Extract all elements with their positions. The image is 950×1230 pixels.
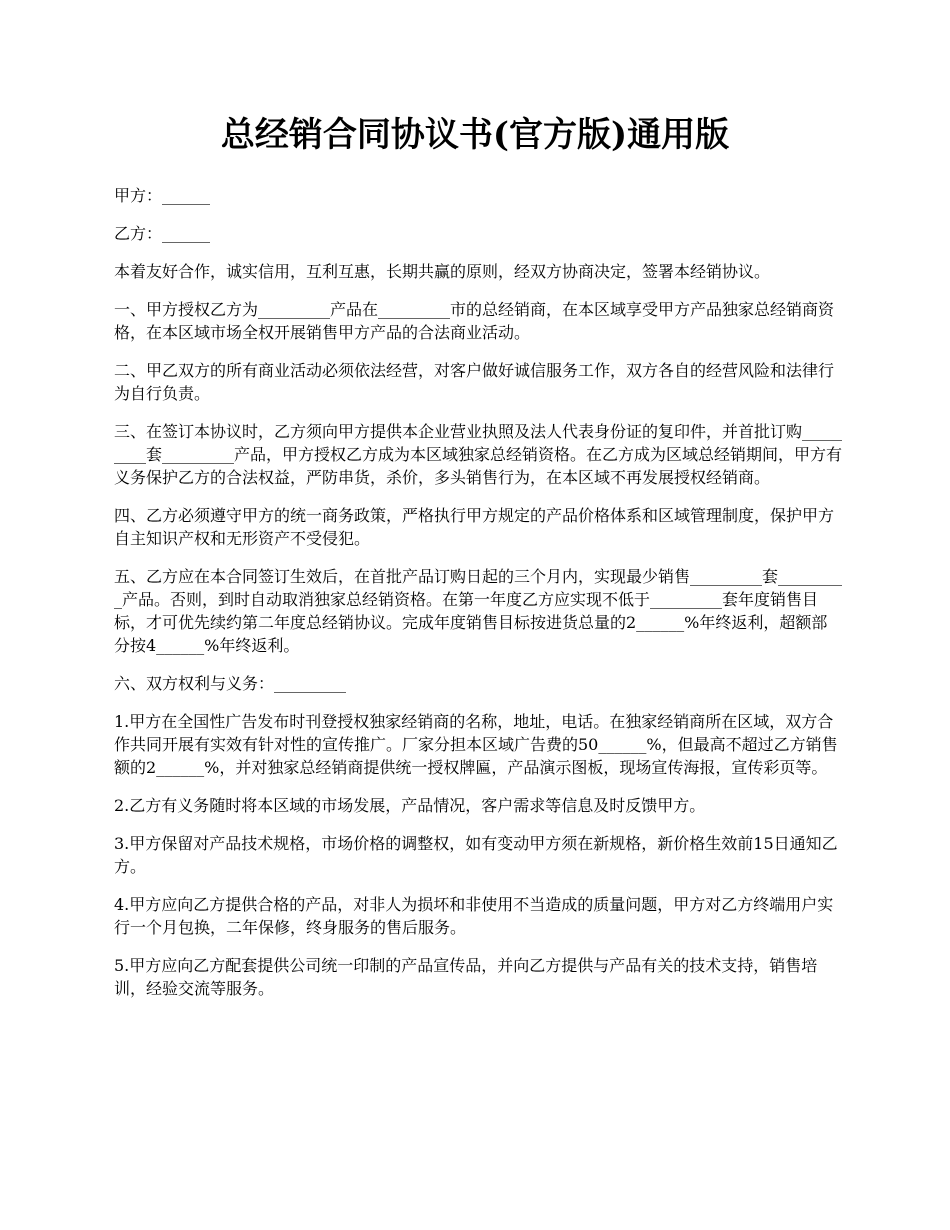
preamble-paragraph: 本着友好合作，诚实信用，互利互惠，长期共赢的原则，经双方协商决定，签署本经销协议。 <box>114 262 771 281</box>
clause-1-paragraph: 一、甲方授权乙方为_________产品在_________市的总经销商，在本区域享受甲方产品独家总经销商资格，在本区域市场全权开展销售甲方产品的合法商业活动。 <box>114 300 835 342</box>
document-body <box>114 184 842 1015</box>
item-4-paragraph: 4.甲方应向乙方提供合格的产品，对非人为损坏和非使用不当造成的质量问题，甲方对乙方终端用户实行一个月包换，二年保修，终身服务的售后服务。 <box>114 895 834 937</box>
clause-3-paragraph: 三、在签订本协议时，乙方须向甲方提供本企业营业执照及法人代表身份证的复印件，并首批订购_________套_________产品，甲方授权乙方成为本区域独家总经销资格。在乙方成为区域总经销期间，甲方有义务保护乙方的合法权益，严防串货，杀价，多头销售行为，在本区域不再发展授权经销商。 <box>114 422 843 487</box>
clause-4-paragraph: 四、乙方必须遵守甲方的统一商务政策，严格执行甲方规定的产品价格体系和区域管理制度，保护甲方自主知识产权和无形资产不受侵犯。 <box>114 506 835 548</box>
item-1-paragraph: 1.甲方在全国性广告发布时刊登授权独家经销商的名称，地址，电话。在独家经销商所在区域，双方合作共同开展有实效有针对性的宣传推广。厂家分担本区域广告费的50______%，但最高不超过乙方销售额的2______%，并对独家总经销商提供统一授权牌匾，产品演示图板，现场宣传海报，宣传彩页等。 <box>114 712 838 777</box>
item-3-paragraph: 3.甲方保留对产品技术规格，市场价格的调整权，如有变动甲方须在新规格，新价格生效前15日通知乙方。 <box>114 834 838 876</box>
clause-5-paragraph: 五、乙方应在本合同签订生效后，在首批产品订购日起的三个月内，实现最少销售_________套_________产品。否则，到时自动取消独家总经销资格。在第一年度乙方应实现不低于_________套年度销售目标，才可优先续约第二年度总经销协议。完成年度销售目标按进货总量的2______%年终返利，超额部分按4______%年终返利。 <box>114 567 843 655</box>
document-title: 总经销合同协议书(官方版)通用版 <box>220 115 730 155</box>
clause-6-heading: 六、双方权利与义务：_________ <box>114 674 347 693</box>
party-b-line: 乙方：______ <box>114 224 211 243</box>
item-5-paragraph: 5.甲方应向乙方配套提供公司统一印制的产品宣传品，并向乙方提供与产品有关的技术支持，销售培训，经验交流等服务。 <box>114 956 818 998</box>
party-a-line: 甲方：______ <box>114 186 211 205</box>
clause-2-paragraph: 二、甲乙双方的所有商业活动必须依法经营，对客户做好诚信服务工作，双方各自的经营风险和法律行为自行负责。 <box>114 361 835 403</box>
item-2-paragraph: 2.乙方有义务随时将本区域的市场发展，产品情况，客户需求等信息及时反馈甲方。 <box>114 796 706 815</box>
